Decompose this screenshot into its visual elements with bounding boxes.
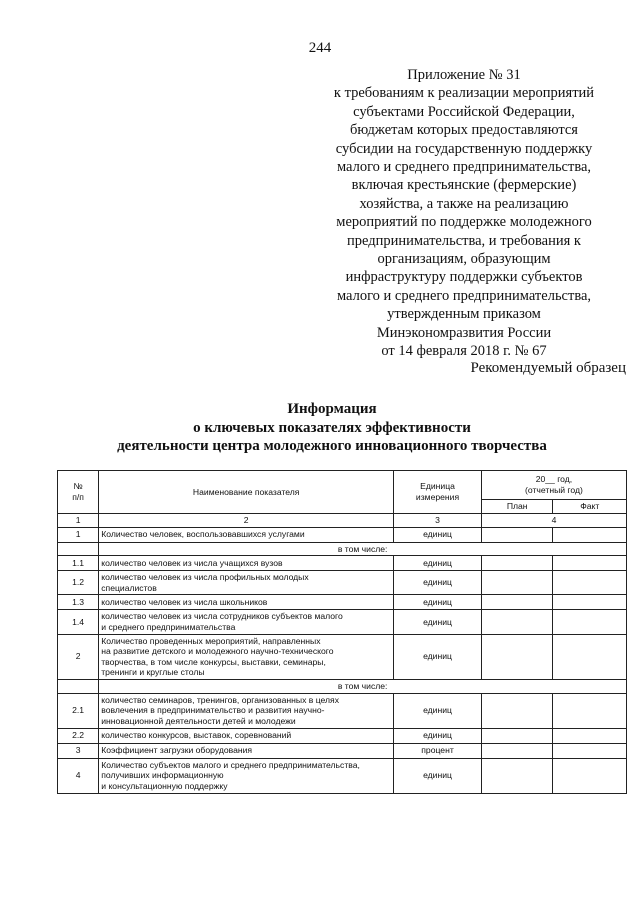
fact-cell[interactable] [553, 758, 627, 793]
appendix-header [300, 66, 628, 361]
empty-cell [58, 542, 99, 556]
indicator-name-line: и консультационную поддержку [101, 780, 228, 791]
plan-cell[interactable] [481, 595, 553, 610]
fact-cell[interactable] [553, 571, 627, 595]
appendix-line: к требованиям к реализации мероприятий [333, 85, 595, 102]
subheader-cell: в том числе: [99, 542, 627, 556]
title-line: Информация [287, 401, 377, 417]
fact-cell[interactable] [553, 556, 627, 571]
header-fact: Факт [553, 500, 627, 514]
plan-cell[interactable] [481, 758, 553, 793]
indicator-name-line: Количество человек, воспользовавшихся услугами [101, 529, 305, 540]
appendix-line: инфраструктуру поддержки субъектов [345, 269, 583, 286]
unit-cell: единиц [394, 595, 482, 610]
table-row [58, 728, 627, 743]
plan-cell[interactable] [481, 527, 553, 542]
subheader-row [58, 679, 627, 693]
unit-cell: единиц [394, 728, 482, 743]
row-number: 1.4 [58, 610, 99, 634]
unit-cell: единиц [394, 610, 482, 634]
row-number: 2.2 [58, 728, 99, 743]
table-row [58, 571, 627, 595]
appendix-line: субъектами Российской Федерации, [353, 103, 575, 120]
row-number: 2 [58, 634, 99, 679]
plan-cell[interactable] [481, 571, 553, 595]
row-number: 1.1 [58, 556, 99, 571]
index-cell: 4 [481, 514, 626, 528]
index-cell: 2 [99, 514, 394, 528]
fact-cell[interactable] [553, 693, 627, 728]
appendix-line: утвержденным приказом [387, 306, 541, 323]
table-row [58, 556, 627, 571]
header-num-line: № [73, 481, 83, 492]
appendix-line: Минэкономразвития России [376, 324, 552, 341]
indicator-name-line: инновационной деятельности детей и молодежи [101, 715, 296, 726]
appendix-line: включая крестьянские (фермерские) [351, 177, 577, 194]
unit-cell: единиц [394, 571, 482, 595]
title-line: деятельности центра молодежного инновационного творчества [117, 438, 547, 454]
title-line: о ключевых показателях эффективности [193, 419, 471, 436]
indicator-name-line: количество человек из числа школьников [101, 597, 268, 608]
indicator-name-line: творчества, в том числе конкурсы, выставки, семинары, [101, 656, 326, 667]
row-number: 4 [58, 758, 99, 793]
fact-cell[interactable] [553, 527, 627, 542]
fact-cell[interactable] [553, 743, 627, 758]
recommended-sample-label: Рекомендуемый образец [470, 360, 626, 376]
indicator-name [99, 693, 394, 728]
appendix-line: от 14 февраля 2018 г. № 67 [381, 343, 547, 360]
index-cell: 3 [394, 514, 482, 528]
appendix-line: субсидии на государственную поддержку [335, 140, 593, 157]
unit-cell: единиц [394, 758, 482, 793]
subheader-cell: в том числе: [99, 679, 627, 693]
row-number: 1.3 [58, 595, 99, 610]
table-row [58, 610, 627, 634]
header-unit-line: Единица [420, 481, 455, 492]
indicator-name [99, 595, 394, 610]
indicator-name [99, 571, 394, 595]
indicator-name [99, 743, 394, 758]
fact-cell[interactable] [553, 595, 627, 610]
row-number: 2.1 [58, 693, 99, 728]
appendix-line: организациям, образующим [377, 251, 551, 268]
document-title [40, 400, 624, 456]
unit-cell: единиц [394, 556, 482, 571]
appendix-line: малого и среднего предпринимательства, [336, 287, 592, 304]
indicator-name [99, 634, 394, 679]
table-row [58, 527, 627, 542]
indicator-name-line: получивших информационную [101, 770, 224, 781]
indicator-name-line: количество человек из числа сотрудников субъектов малого [101, 611, 343, 622]
indicator-name [99, 527, 394, 542]
indicator-name-line: на развитие детского и молодежного научно-технического [101, 646, 334, 657]
indicator-name [99, 556, 394, 571]
indicator-name-line: количество семинаров, тренингов, организованных в целях [101, 694, 339, 705]
indicator-name-line: количество человек из числа профильных молодых [101, 572, 309, 583]
plan-cell[interactable] [481, 743, 553, 758]
appendix-line: малого и среднего предпринимательства, [336, 159, 592, 176]
row-number: 3 [58, 743, 99, 758]
header-year-line: 20__ год, [535, 474, 573, 485]
header-unit [394, 471, 482, 514]
empty-cell [58, 679, 99, 693]
plan-cell[interactable] [481, 556, 553, 571]
header-num-line: п/п [72, 492, 84, 502]
header-year [481, 471, 626, 500]
indicator-name-line: количество человек из числа учащихся вузов [101, 557, 283, 568]
appendix-line: хозяйства, а также на реализацию [359, 195, 569, 212]
indicator-name-line: тренинги и круглые столы [101, 667, 205, 678]
row-number: 1 [58, 527, 99, 542]
appendix-line: мероприятий по поддержке молодежного [336, 214, 592, 231]
unit-cell: единиц [394, 634, 482, 679]
unit-cell: единиц [394, 693, 482, 728]
indicator-name [99, 758, 394, 793]
indicator-name [99, 728, 394, 743]
table-row [58, 743, 627, 758]
fact-cell[interactable] [553, 634, 627, 679]
appendix-line: бюджетам которых предоставляются [350, 122, 578, 139]
header-plan: План [481, 500, 553, 514]
header-num [58, 471, 99, 514]
plan-cell[interactable] [481, 610, 553, 634]
indicator-name-line: количество конкурсов, выставок, соревнований [101, 730, 292, 741]
header-unit-line: измерения [415, 492, 460, 502]
column-index-row [58, 514, 627, 528]
header-year-line: (отчетный год) [525, 485, 583, 495]
indicator-name-line: Коэффициент загрузки оборудования [101, 745, 253, 756]
indicator-name [99, 610, 394, 634]
indicator-name-line: Количество проведенных мероприятий, направленных [101, 635, 321, 646]
plan-cell[interactable] [481, 634, 553, 679]
indicator-name-line: Количество субъектов малого и среднего предпринимательства, [101, 759, 360, 770]
fact-cell[interactable] [553, 728, 627, 743]
page-number: 244 [308, 40, 332, 56]
indicator-name-line: и среднего предпринимательства [101, 621, 236, 632]
table-row [58, 595, 627, 610]
table-row [58, 693, 627, 728]
appendix-line: предпринимательства, и требования к [347, 232, 581, 249]
subheader-row [58, 542, 627, 556]
index-cell: 1 [58, 514, 99, 528]
indicator-name-line: вовлечения в предпринимательство и развития научно- [101, 705, 325, 716]
table-row [58, 634, 627, 679]
indicator-name-line: специалистов [101, 582, 157, 593]
unit-cell: единиц [394, 527, 482, 542]
plan-cell[interactable] [481, 728, 553, 743]
plan-cell[interactable] [481, 693, 553, 728]
appendix-line: Приложение № 31 [407, 67, 521, 83]
indicators-table [57, 470, 627, 794]
unit-cell: процент [394, 743, 482, 758]
table-row [58, 758, 627, 793]
fact-cell[interactable] [553, 610, 627, 634]
header-name: Наименование показателя [99, 471, 394, 514]
row-number: 1.2 [58, 571, 99, 595]
